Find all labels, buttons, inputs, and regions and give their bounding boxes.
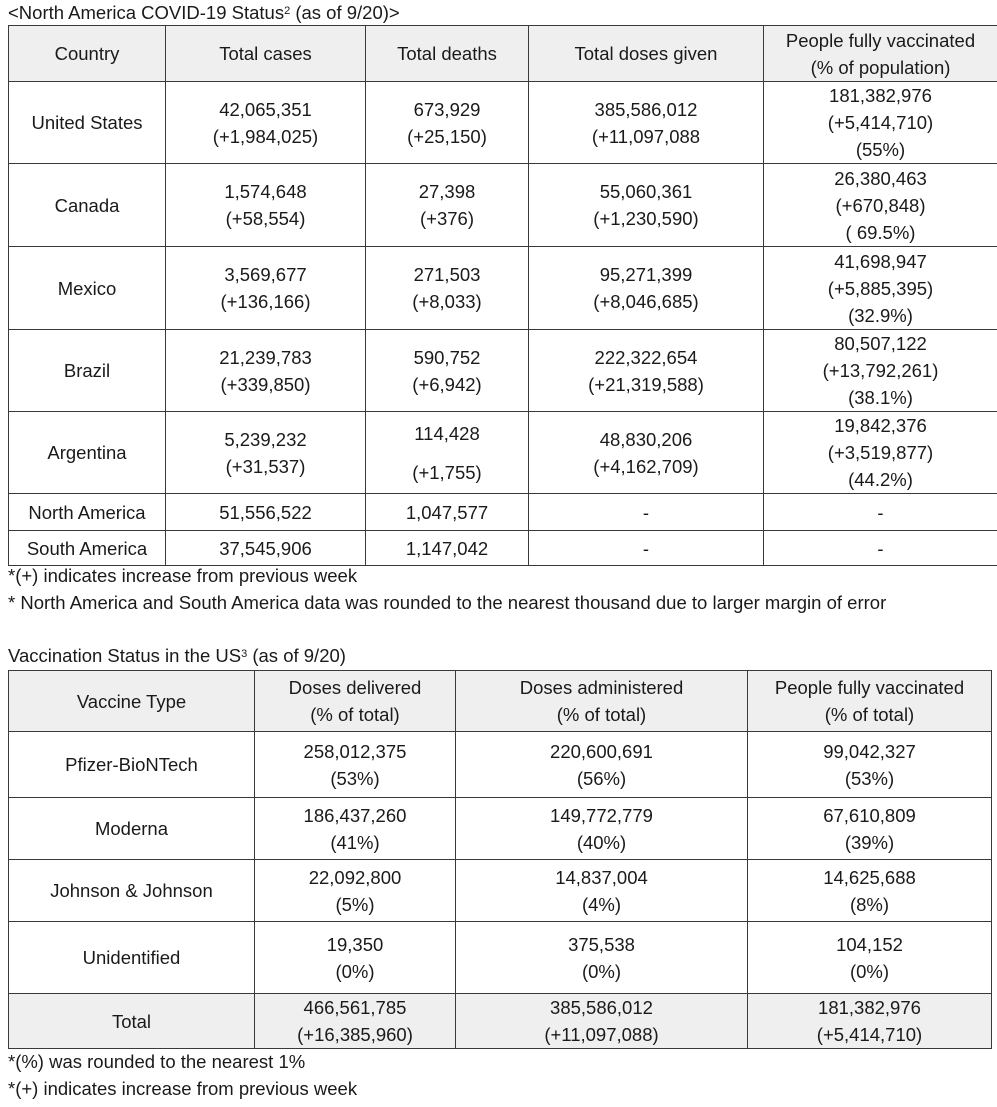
vaccinated-value: 19,842,376 bbox=[834, 415, 927, 436]
region-name: South America bbox=[9, 531, 166, 566]
vaccine-type: Moderna bbox=[9, 798, 255, 860]
total-doses-cell bbox=[529, 412, 764, 494]
doses-increase: (+11,097,088 bbox=[591, 125, 701, 147]
vaccinated-value: 104,152 bbox=[836, 933, 903, 955]
administered-percent: (40%) bbox=[576, 831, 627, 853]
vaccinated-percent: (39%) bbox=[844, 831, 895, 853]
vaccinated-increase: (+5,885,395) bbox=[827, 277, 934, 299]
deaths-increase: (+25,150) bbox=[407, 125, 487, 147]
doses-increase: (+21,319,588) bbox=[588, 373, 704, 395]
total-cases-cell bbox=[166, 412, 366, 494]
header-fully-vaccinated bbox=[764, 26, 997, 82]
doses-delivered-cell bbox=[255, 994, 456, 1049]
country-name: Canada bbox=[9, 164, 166, 247]
table1-caption bbox=[8, 2, 400, 24]
header-fully-vaccinated-line1: People fully vaccinated bbox=[785, 29, 976, 51]
header-doses-administered-line2: (% of total) bbox=[556, 704, 647, 725]
doses-administered-cell bbox=[456, 922, 748, 994]
doses-delivered-cell bbox=[255, 922, 456, 994]
total-doses-cell bbox=[529, 247, 764, 330]
vaccinated-percent: ( 69.5%) bbox=[845, 221, 916, 243]
doses-increase: (+4,162,709) bbox=[593, 455, 699, 477]
total-deaths-cell: 1,147,042 bbox=[366, 531, 529, 566]
administered-percent: (56%) bbox=[576, 767, 627, 789]
cases-increase: (+136,166) bbox=[220, 291, 311, 312]
vaccinated-value: 14,625,688 bbox=[823, 866, 916, 888]
delivered-value: 19,350 bbox=[326, 933, 384, 955]
cases-value: 1,574,648 bbox=[224, 181, 307, 202]
administered-value: 385,586,012 bbox=[550, 997, 653, 1018]
total-doses-cell: - bbox=[529, 494, 764, 531]
doses-administered-cell bbox=[456, 798, 748, 860]
table1-note: *(+) indicates increase from previous week bbox=[8, 565, 358, 586]
vaccinated-value: 67,610,809 bbox=[823, 804, 916, 826]
table1-caption-suffix: (as of 9/20)> bbox=[290, 2, 400, 23]
fully-vaccinated-cell bbox=[764, 164, 997, 247]
cases-value: 3,569,677 bbox=[224, 264, 307, 285]
header-fully-vaccinated-line2: (% of population) bbox=[810, 56, 951, 78]
people-vaccinated-cell bbox=[748, 860, 992, 922]
deaths-increase: (+376) bbox=[420, 208, 474, 229]
doses-value: 55,060,361 bbox=[599, 181, 693, 202]
doses-administered-cell bbox=[456, 860, 748, 922]
total-cases-cell: 37,545,906 bbox=[166, 531, 366, 566]
total-label: Total bbox=[9, 994, 255, 1049]
delivered-increase: (+16,385,960) bbox=[297, 1024, 413, 1045]
delivered-percent: (41%) bbox=[330, 831, 380, 853]
header-doses-administered-line1: Doses administered bbox=[519, 677, 684, 698]
covid-status-table bbox=[8, 25, 997, 566]
administered-value: 375,538 bbox=[568, 933, 635, 955]
vaccinated-value: 181,382,976 bbox=[829, 85, 932, 106]
doses-increase: (+8,046,685) bbox=[593, 291, 699, 312]
doses-administered-cell bbox=[456, 732, 748, 798]
delivered-percent: (0%) bbox=[335, 960, 375, 982]
deaths-value: 27,398 bbox=[418, 181, 476, 202]
table2-note: *(%) was rounded to the nearest 1% bbox=[8, 1051, 306, 1072]
vaccination-status-table bbox=[8, 670, 992, 1049]
table-row bbox=[9, 860, 992, 922]
cases-increase: (+339,850) bbox=[220, 373, 311, 395]
delivered-value: 258,012,375 bbox=[303, 740, 407, 762]
deaths-increase: (+1,755) bbox=[412, 461, 482, 483]
header-people-fully-vaccinated-line1: People fully vaccinated bbox=[774, 677, 965, 698]
administered-increase: (+11,097,088) bbox=[544, 1024, 659, 1045]
table-row bbox=[9, 412, 997, 494]
vaccinated-percent: (55%) bbox=[855, 139, 906, 160]
vaccinated-increase: (+5,414,710) bbox=[827, 112, 934, 133]
total-deaths-cell: 1,047,577 bbox=[366, 494, 529, 531]
total-doses-cell bbox=[529, 164, 764, 247]
table1-caption-main: <North America COVID-19 Status bbox=[8, 2, 285, 23]
table-row bbox=[9, 798, 992, 860]
delivered-value: 466,561,785 bbox=[303, 997, 407, 1018]
total-cases-cell bbox=[166, 164, 366, 247]
vaccinated-percent: (38.1%) bbox=[848, 387, 913, 408]
total-cases-cell bbox=[166, 247, 366, 330]
table2-header-row bbox=[9, 671, 992, 732]
total-cases-cell: 51,556,522 bbox=[166, 494, 366, 531]
table-row bbox=[9, 732, 992, 798]
doses-delivered-cell bbox=[255, 732, 456, 798]
vaccinated-value: 26,380,463 bbox=[834, 167, 927, 189]
header-total-doses: Total doses given bbox=[529, 26, 764, 82]
cases-increase: (+31,537) bbox=[225, 455, 306, 477]
cases-value: 42,065,351 bbox=[219, 98, 312, 120]
table1-note: * North America and South America data was rounded to the nearest thousand due to larger margin of error bbox=[8, 592, 887, 613]
cases-increase: (+1,984,025) bbox=[212, 125, 319, 147]
table-row bbox=[9, 531, 997, 566]
header-people-fully-vaccinated bbox=[748, 671, 992, 732]
doses-value: 222,322,654 bbox=[594, 346, 698, 368]
vaccinated-percent: (0%) bbox=[849, 960, 890, 982]
region-name: North America bbox=[9, 494, 166, 531]
total-deaths-cell bbox=[366, 247, 529, 330]
header-doses-administered bbox=[456, 671, 748, 732]
total-doses-cell bbox=[529, 330, 764, 412]
table2-caption-main: Vaccination Status in the US bbox=[8, 645, 242, 666]
table2-note: *(+) indicates increase from previous week bbox=[8, 1078, 358, 1099]
delivered-value: 186,437,260 bbox=[303, 804, 407, 826]
header-total-cases: Total cases bbox=[166, 26, 366, 82]
fully-vaccinated-cell bbox=[764, 330, 997, 412]
country-name: Argentina bbox=[9, 412, 166, 494]
doses-administered-cell bbox=[456, 994, 748, 1049]
total-cases-cell bbox=[166, 82, 366, 164]
vaccinated-increase: (+670,848) bbox=[835, 194, 926, 216]
cases-value: 21,239,783 bbox=[219, 346, 312, 368]
administered-percent: (4%) bbox=[581, 893, 622, 915]
doses-value: 48,830,206 bbox=[599, 428, 693, 450]
vaccinated-value: 99,042,327 bbox=[823, 740, 916, 762]
country-name: Brazil bbox=[9, 330, 166, 412]
deaths-increase: (+8,033) bbox=[412, 291, 482, 312]
administered-value: 149,772,779 bbox=[550, 804, 653, 826]
vaccine-type: Unidentified bbox=[9, 922, 255, 994]
administered-percent: (0%) bbox=[581, 960, 622, 982]
total-deaths-cell bbox=[366, 412, 529, 494]
doses-value: 95,271,399 bbox=[599, 264, 693, 285]
doses-value: 385,586,012 bbox=[594, 98, 698, 120]
header-country: Country bbox=[9, 26, 166, 82]
vaccinated-percent: (44.2%) bbox=[848, 469, 913, 490]
vaccinated-increase: (+5,414,710) bbox=[816, 1024, 923, 1045]
cases-increase: (+58,554) bbox=[225, 208, 306, 229]
table-row bbox=[9, 330, 997, 412]
administered-value: 220,600,691 bbox=[550, 740, 653, 762]
fully-vaccinated-cell bbox=[764, 412, 997, 494]
fully-vaccinated-cell: - bbox=[764, 531, 997, 566]
header-doses-delivered-line2: (% of total) bbox=[310, 704, 400, 725]
doses-increase: (+1,230,590) bbox=[593, 208, 699, 229]
table-row bbox=[9, 82, 997, 164]
deaths-increase: (+6,942) bbox=[412, 373, 482, 395]
table1-header-row bbox=[9, 26, 997, 82]
delivered-value: 22,092,800 bbox=[308, 866, 402, 888]
vaccine-type: Johnson & Johnson bbox=[9, 860, 255, 922]
vaccinated-percent: (53%) bbox=[844, 767, 895, 789]
vaccinated-value: 80,507,122 bbox=[834, 333, 927, 354]
doses-delivered-cell bbox=[255, 860, 456, 922]
total-doses-cell: - bbox=[529, 531, 764, 566]
table-row bbox=[9, 494, 997, 531]
header-people-fully-vaccinated-line2: (% of total) bbox=[824, 704, 915, 725]
header-doses-delivered-line1: Doses delivered bbox=[288, 677, 422, 698]
delivered-percent: (5%) bbox=[335, 893, 375, 915]
delivered-percent: (53%) bbox=[330, 767, 380, 789]
fully-vaccinated-cell: - bbox=[764, 494, 997, 531]
people-vaccinated-cell bbox=[748, 798, 992, 860]
header-total-deaths: Total deaths bbox=[366, 26, 529, 82]
table2-caption-footnote-ref: 3 bbox=[241, 648, 248, 660]
vaccinated-increase: (+13,792,261) bbox=[822, 360, 939, 381]
total-doses-cell bbox=[529, 82, 764, 164]
people-vaccinated-cell bbox=[748, 994, 992, 1049]
people-vaccinated-cell bbox=[748, 732, 992, 798]
vaccine-type: Pfizer-BioNTech bbox=[9, 732, 255, 798]
vaccinated-percent: (32.9%) bbox=[848, 304, 913, 326]
deaths-value: 590,752 bbox=[413, 346, 481, 368]
vaccinated-increase: (+3,519,877) bbox=[827, 442, 934, 463]
country-name: United States bbox=[9, 82, 166, 164]
total-deaths-cell bbox=[366, 330, 529, 412]
cases-value: 5,239,232 bbox=[224, 428, 307, 450]
table-row bbox=[9, 164, 997, 247]
table1-caption-footnote-ref: 2 bbox=[284, 5, 291, 17]
table2-caption-suffix: (as of 9/20) bbox=[247, 645, 346, 666]
vaccinated-value: 181,382,976 bbox=[818, 997, 921, 1018]
total-deaths-cell bbox=[366, 82, 529, 164]
table-row bbox=[9, 247, 997, 330]
deaths-value: 114,428 bbox=[414, 422, 480, 444]
deaths-value: 673,929 bbox=[413, 98, 481, 120]
deaths-value: 271,503 bbox=[413, 264, 481, 285]
vaccinated-percent: (8%) bbox=[849, 893, 890, 915]
people-vaccinated-cell bbox=[748, 922, 992, 994]
administered-value: 14,837,004 bbox=[555, 866, 648, 888]
fully-vaccinated-cell bbox=[764, 247, 997, 330]
country-name: Mexico bbox=[9, 247, 166, 330]
total-deaths-cell bbox=[366, 164, 529, 247]
table-row bbox=[9, 922, 992, 994]
table2-caption bbox=[8, 645, 346, 667]
total-cases-cell bbox=[166, 330, 366, 412]
vaccinated-value: 41,698,947 bbox=[834, 250, 927, 272]
table-total-row bbox=[9, 994, 992, 1049]
header-vaccine-type: Vaccine Type bbox=[9, 671, 255, 732]
header-doses-delivered bbox=[255, 671, 456, 732]
doses-delivered-cell bbox=[255, 798, 456, 860]
fully-vaccinated-cell bbox=[764, 82, 997, 164]
